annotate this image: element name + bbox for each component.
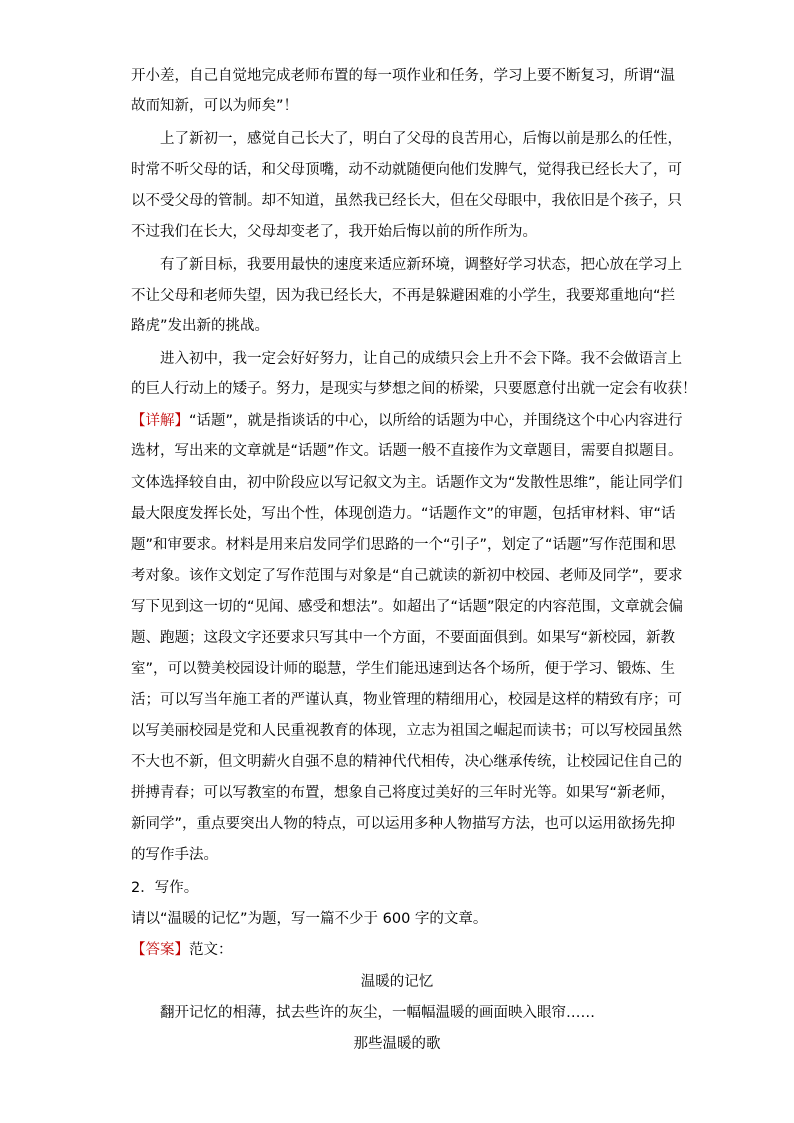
text-line: 上了新初一，感觉自己长大了，明白了父母的良苦用心，后悔以前是那么的任性， [160,131,682,147]
text-line: 新同学”，重点要突出人物的特点，可以运用多种人物描写方法，也可以运用欲扬先抑 [131,816,676,832]
text-line: 拼搏青春；可以写教室的布置，想象自己将度过美好的三年时光等。如果写“新老师， [131,785,676,801]
text-line: 文体选择较自由，初中阶段应以写记叙文为主。话题作文为“发散性思维”，能让同学们 [131,475,683,491]
text-line: 的巨人行动上的矮子。努力，是现实与梦想之间的桥梁，只要愿意付出就一定会有收获！ [131,381,697,397]
text-line: 不让父母和老师失望，因为我已经长大，不再是躲避困难的小学生，我要郑重地向“拦 [131,288,676,304]
detail-label: 【详解】 [131,413,189,429]
answer-label: 【答案】 [131,942,189,958]
question-prompt: 请以“温暖的记忆”为题，写一篇不少于 600 字的文章。 [131,911,488,927]
text-line: 路虎”发出新的挑战。 [131,318,270,334]
text-line: 最大限度发挥长处，写出个性，体现创造力。“话题作文”的审题，包括审材料、审“话 [131,506,676,522]
section-heading: 那些温暖的歌 [353,1036,441,1052]
text-line: 故而知新，可以为师矣”！ [131,98,299,114]
text-line: 题、跑题；这段文字还要求只写其中一个方面，不要面面俱到。如果写“新校园，新教 [131,630,676,646]
text-line: 室”，可以赞美校园设计师的聪慧，学生们能迅速到达各个场所，便于学习、锻炼、生 [131,661,676,677]
text-line: “话题”，就是指谈话的中心，以所给的话题为中心，并围绕这个中心内容进行 [189,413,683,429]
text-line: 时常不听父母的话，和父母顶嘴，动不动就随便向他们发脾气，觉得我已经长大了，可 [131,162,682,178]
text-line: 有了新目标，我要用最快的速度来适应新环境，调整好学习状态，把心放在学习上 [160,257,682,273]
question-number: 2．写作。 [131,880,199,896]
text-line: 不过我们在长大，父母却变老了，我开始后悔以前的所作所为。 [131,224,537,240]
text-line: 活；可以写当年施工者的严谨认真，物业管理的精细用心，校园是这样的精致有序；可 [131,692,682,708]
text-line: 范文： [189,942,233,958]
text-line: 以不受父母的管制。却不知道，虽然我已经长大，但在父母眼中，我依旧是个孩子，只 [131,193,682,209]
text-line: 的写作手法。 [131,847,218,863]
text-line: 写下见到这一切的“见闻、感受和想法”。如超出了“话题”限定的内容范围，文章就会偏 [131,599,684,615]
text-line: 不大也不新，但文明薪火自强不息的精神代代相传，决心继承传统，让校园记住自己的 [131,754,682,770]
answer-line [131,940,233,960]
text-line: 以写美丽校园是党和人民重视教育的体现，立志为祖国之崛起而读书；可以写校园虽然 [131,723,682,739]
text-line: 选材，写出来的文章就是“话题”作文。话题一般不直接作为文章题目，需要自拟题目。 [131,443,683,459]
detail-paragraph-first-line [131,411,683,431]
text-line: 翻开记忆的相薄，拭去些许的灰尘，一幅幅温暖的画面映入眼帘…… [160,1005,595,1021]
text-line: 考对象。该作文划定了写作范围与对象是“自己就读的新初中校园、老师及同学”，要求 [131,568,683,584]
text-line: 进入初中，我一定会好好努力，让自己的成绩只会上升不会下降。我不会做语言上 [160,351,682,367]
essay-title: 温暖的记忆 [360,974,434,990]
text-line: 开小差，自己自觉地完成老师布置的每一项作业和任务，学习上要不断复习，所谓“温 [131,68,676,84]
text-line: 题”和审要求。材料是用来启发同学们思路的一个“引子”，划定了“话题”写作范围和思 [131,537,677,553]
